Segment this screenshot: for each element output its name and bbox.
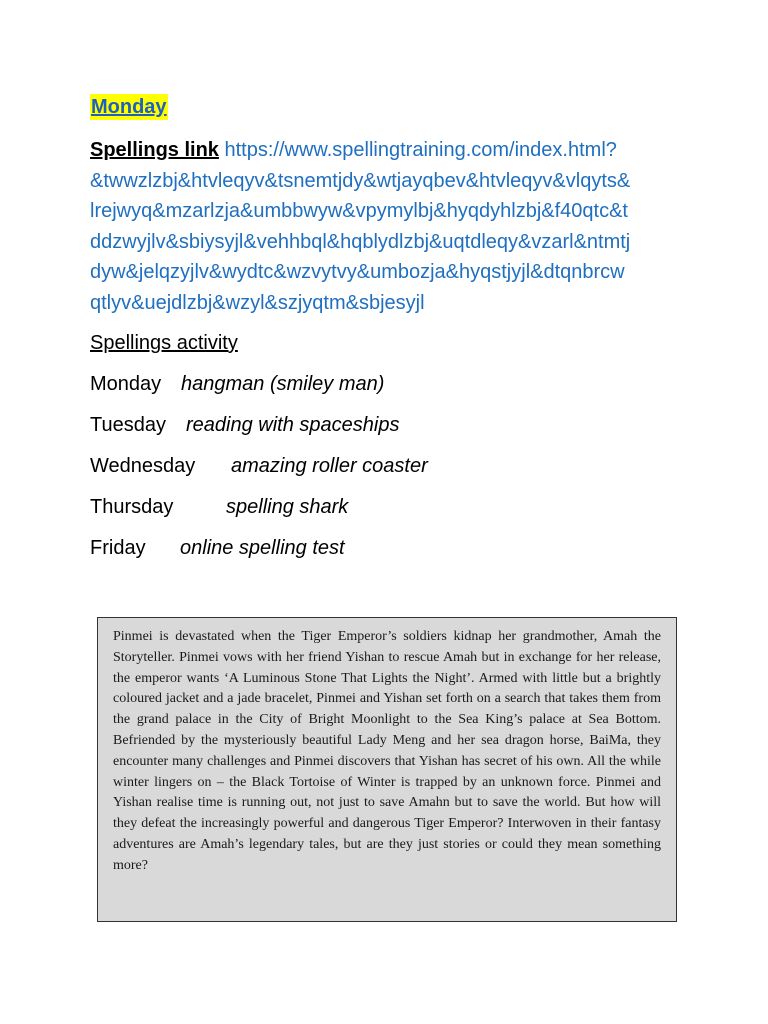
url-line: qtlyv&uejdlzbj&wzyl&szjyqtm&sbjesyjl [90,291,425,314]
activity-row-monday [90,371,385,397]
activity-name: amazing roller coaster [231,455,428,477]
url-line: ddzwyjlv&sbiysyjl&vehhbql&hqblydlzbj&uqtdleqy&vzarl&ntmtj [90,230,631,253]
activity-name: online spelling test [180,537,345,559]
activity-day: Tuesday [90,414,166,436]
url-line: &twwzlzbj&htvleqyv&tsnemtjdy&wtjayqbev&htvleqyv&vlqyts& [90,169,631,192]
activity-row-thursday [90,494,349,520]
spellings-link-url[interactable] [90,139,690,318]
activity-name: spelling shark [226,496,349,518]
activity-day: Friday [90,537,146,559]
activity-row-wednesday [90,453,428,479]
url-line: dyw&jelqzyjlv&wydtc&wzvytvy&umbozja&hyqstjyjl&dtqnbrcw [90,261,625,283]
spellings-activity-heading: Spellings activity [90,332,238,354]
activity-day: Wednesday [90,455,196,477]
activity-day: Thursday [90,496,174,518]
url-line: lrejwyq&mzarlzja&umbbwyw&vpymylbj&hyqdyhlzbj&f40qtc&t [90,200,628,222]
url-line: https://www.spellingtraining.com/index.html? [224,139,617,161]
book-summary-box: Pinmei is devastated when the Tiger Emperor’s soldiers kidnap her grandmother, Amah the Storyteller. Pinmei vows with her friend Yishan to rescue Amah but in exchange for her release, the emperor wants ‘A Luminous Stone That Lights the Night’. Armed with little but a brightly coloured jacket and a jade bracelet, Pinmei and Yishan set forth on a search that takes them from the grand palace in the City of Bright Moonlight to the Sea King’s palace at Sea Bottom. Befriended by the mysteriously beautiful Lady Meng and her sea dragon horse, BaiMa, they encounter many challenges and Pinmei discovers that Yishan has secret of his own. All the while winter lingers on – the Black Tortoise of Winter is trapped by an unknown force. Pinmei and Yishan realise time is running out, not just to save Amahn but to save the world. But how will they defeat the increasingly powerful and dangerous Tiger Emperor? Interwoven in their fantasy adventures are Amah’s legendary tales, but are they just stories or could they mean something more? [97,617,677,922]
activity-row-tuesday [90,412,400,438]
page-heading: Monday [91,96,167,118]
activity-name: hangman (smiley man) [181,373,385,395]
activity-day: Monday [90,373,162,395]
spellings-link-label: Spellings link [90,139,219,161]
activity-row-friday [90,535,345,561]
activity-name: reading with spaceships [186,414,400,436]
spellings-link-block [90,135,690,318]
